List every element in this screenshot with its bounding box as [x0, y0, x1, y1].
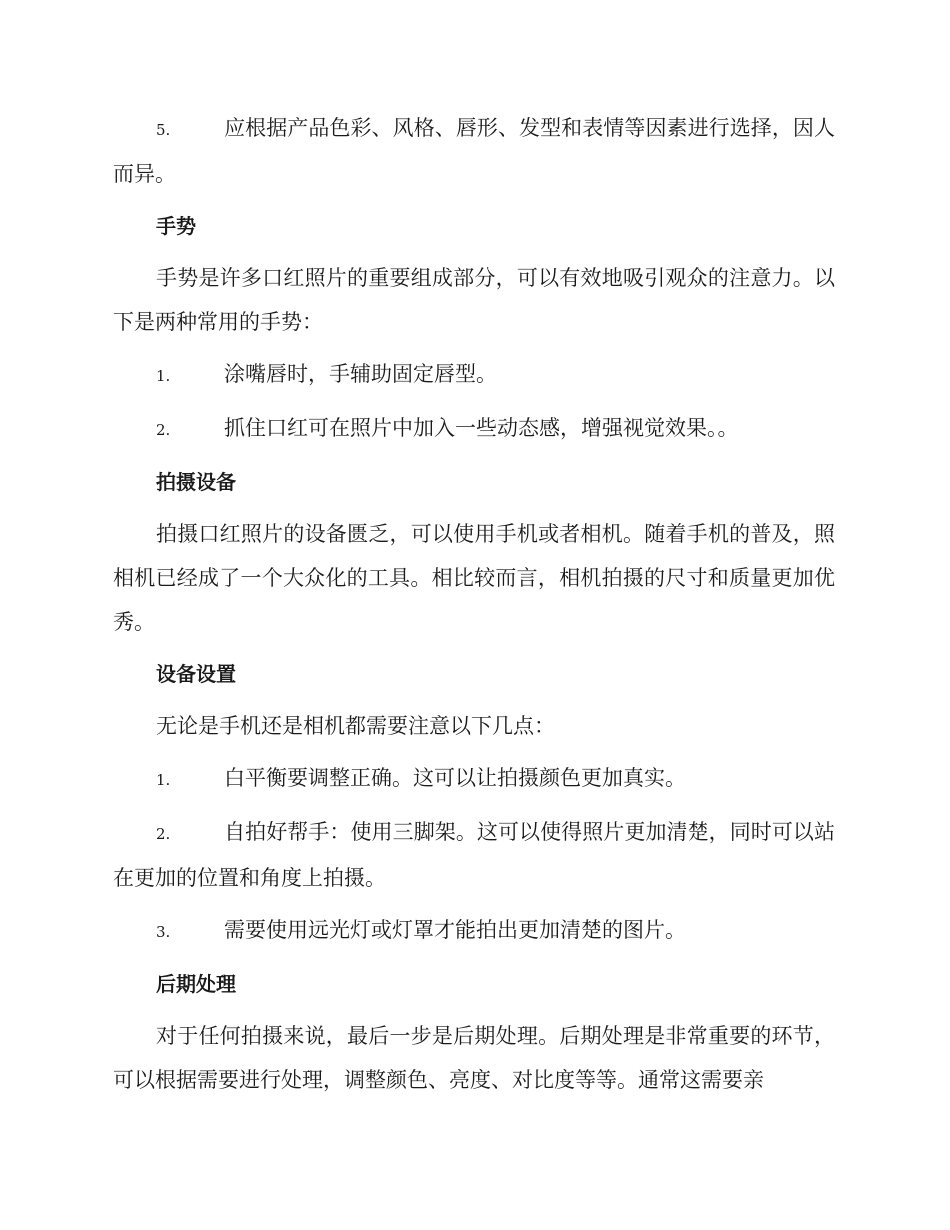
list-item — [113, 406, 835, 452]
list-item-text: 涂嘴唇时，手辅助固定唇型。 — [224, 362, 497, 386]
list-number: 1. — [156, 367, 171, 385]
document-body — [113, 106, 835, 1110]
list-item — [113, 908, 835, 954]
paragraph: 无论是手机还是相机都需要注意以下几点： — [156, 714, 555, 738]
section-heading-equipment: 拍摄设备 — [156, 470, 236, 494]
list-item — [113, 810, 835, 900]
paragraph: 对于任何拍摄来说，最后一步是后期处理。后期处理是非常重要的环节，可以根据需要进行处理，调整颜色、亮度、对比度等等。通常这需要亲 — [113, 1024, 835, 1092]
section-heading-settings: 设备设置 — [156, 662, 236, 686]
list-item-text: 白平衡要调整正确。这可以让拍摄颜色更加真实。 — [224, 766, 686, 790]
list-item-text: 应根据产品色彩、风格、唇形、发型和表情等因素进行选择，因人而异。 — [113, 116, 835, 186]
list-number: 1. — [156, 771, 171, 789]
list-number: 5. — [156, 121, 171, 139]
section-heading-gesture: 手势 — [156, 214, 196, 238]
paragraph: 手势是许多口红照片的重要组成部分，可以有效地吸引观众的注意力。以下是两种常用的手势： — [113, 266, 835, 334]
list-number: 2. — [156, 421, 171, 439]
list-item — [113, 106, 835, 196]
list-number: 2. — [156, 825, 171, 843]
list-number: 3. — [156, 923, 171, 941]
list-item-text: 抓住口红可在照片中加入一些动态感，增强视觉效果。。 — [224, 416, 739, 440]
list-item-text: 需要使用远光灯或灯罩才能拍出更加清楚的图片。 — [224, 918, 686, 942]
section-heading-post-processing: 后期处理 — [156, 972, 236, 996]
list-item — [113, 352, 835, 398]
list-item-text: 自拍好帮手：使用三脚架。这可以使得照片更加清楚，同时可以站在更加的位置和角度上拍摄。 — [113, 820, 835, 890]
list-item — [113, 756, 835, 802]
paragraph: 拍摄口红照片的设备匮乏，可以使用手机或者相机。随着手机的普及，照相机已经成了一个大众化的工具。相比较而言，相机拍摄的尺寸和质量更加优秀。 — [113, 522, 835, 634]
